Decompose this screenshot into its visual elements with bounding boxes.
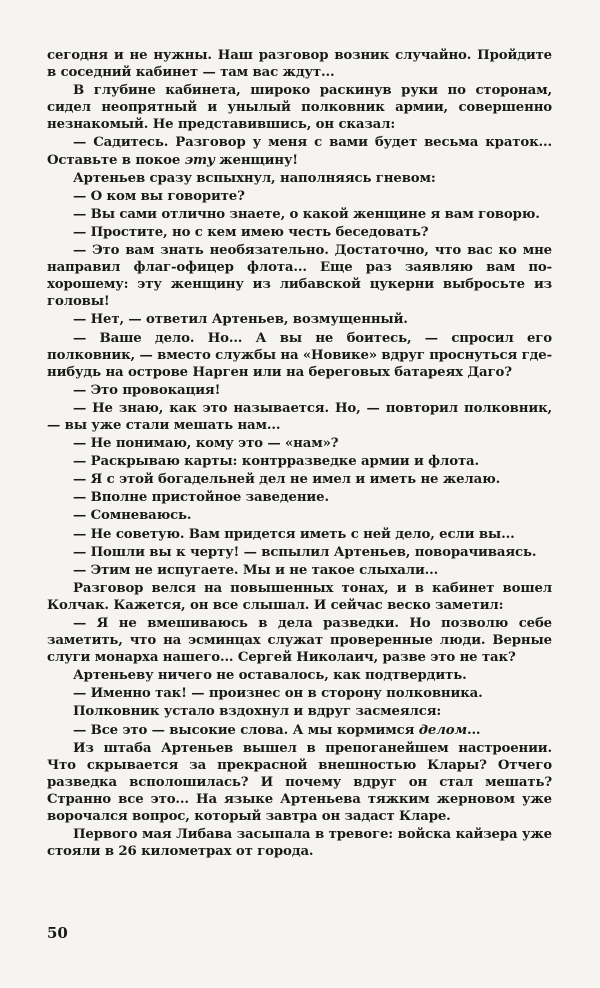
paragraph: Разговор велся на повышенных тонах, и в кабинет вошел Колчак. Кажется, он все слышал. И сейчас веско заметил: <box>47 580 552 613</box>
paragraph: — Нет, — ответил Артеньев, возмущенный. <box>73 312 408 328</box>
paragraph: — Я не вмешиваюсь в дела разведки. Но позволю себе заметить, что на эсминцах служат проверенные люди. Верные слуги монарха нашего... Сергей Николаич, разве это не так? <box>47 616 552 666</box>
paragraph: Из штаба Артеньев вышел в препоганейшем настроении. Что скрывается за прекрасной внешностью Клары? Отчего разведка всполошилась? И почему вдруг он стал мешать? Странно все это... На языке Артеньева тяжким жерновом уже ворочался вопрос, который завтра он задаст Кларе. <box>47 740 552 825</box>
paragraph: — Вполне пристойное заведение. <box>73 490 329 506</box>
paragraph: — Все это — высокие слова. А мы кормимся делом... <box>73 722 481 738</box>
paragraph: Артеньев сразу вспыхнул, наполняясь гневом: <box>73 170 436 186</box>
paragraph: — Простите, но с кем имею честь беседовать? <box>73 224 429 240</box>
paragraph: В глубине кабинета, широко раскинув руки по сторонам, сидел неопрятный и унылый полковник армии, совершенно незнакомый. Не представившись, он сказал: <box>47 83 552 133</box>
paragraph: Артеньеву ничего не оставалось, как подтвердить. <box>73 668 467 684</box>
paragraph: — Садитесь. Разговор у меня с вами будет весьма краток... Оставьте в покое эту женщину! <box>47 135 552 168</box>
paragraph: — Именно так! — произнес он в сторону полковника. <box>73 686 483 702</box>
paragraph: Полковник устало вздохнул и вдруг засмеялся: <box>73 704 442 720</box>
paragraph: — Пошли вы к черту! — вспылил Артеньев, поворачиваясь. <box>73 544 537 560</box>
page-number: 50 <box>47 924 68 942</box>
paragraph: — Сомневаюсь. <box>73 508 192 524</box>
paragraph: — Вы сами отлично знаете, о какой женщине я вам говорю. <box>73 206 540 222</box>
paragraph: — Это вам знать необязательно. Достаточно, что вас ко мне направил флаг-офицер флота... Еще раз заявляю вам по-хорошему: эту женщину из либавской цукерни выбросьте из головы! <box>47 243 552 310</box>
body-text <box>47 47 552 860</box>
paragraph: — Я с этой богадельней дел не имел и иметь не желаю. <box>73 472 501 488</box>
paragraph: сегодня и не нужны. Наш разговор возник случайно. Пройдите в соседний кабинет — там вас ждут... <box>47 48 552 81</box>
paragraph: — Не советую. Вам придется иметь с ней дело, если вы... <box>73 526 515 542</box>
paragraph: — О ком вы говорите? <box>73 188 245 204</box>
paragraph: Первого мая Либава засыпала в тревоге: войска кайзера уже стояли в 26 километрах от города. <box>47 827 552 860</box>
paragraph: — Раскрываю карты: контрразведке армии и флота. <box>73 454 479 470</box>
paragraph: — Не знаю, как это называется. Но, — повторил полковник, — вы уже стали мешать нам... <box>47 400 552 433</box>
paragraph: — Это провокация! <box>73 382 221 398</box>
paragraph: — Не понимаю, кому это — «нам»? <box>73 436 339 452</box>
paragraph: — Этим не испугаете. Мы и не такое слыхали... <box>73 562 439 578</box>
paragraph: — Ваше дело. Но... А вы не боитесь, — спросил его полковник, — вместо службы на «Новике» вдруг проснуться где-нибудь на острове Нарген или на береговых батареях Даго? <box>47 330 552 380</box>
